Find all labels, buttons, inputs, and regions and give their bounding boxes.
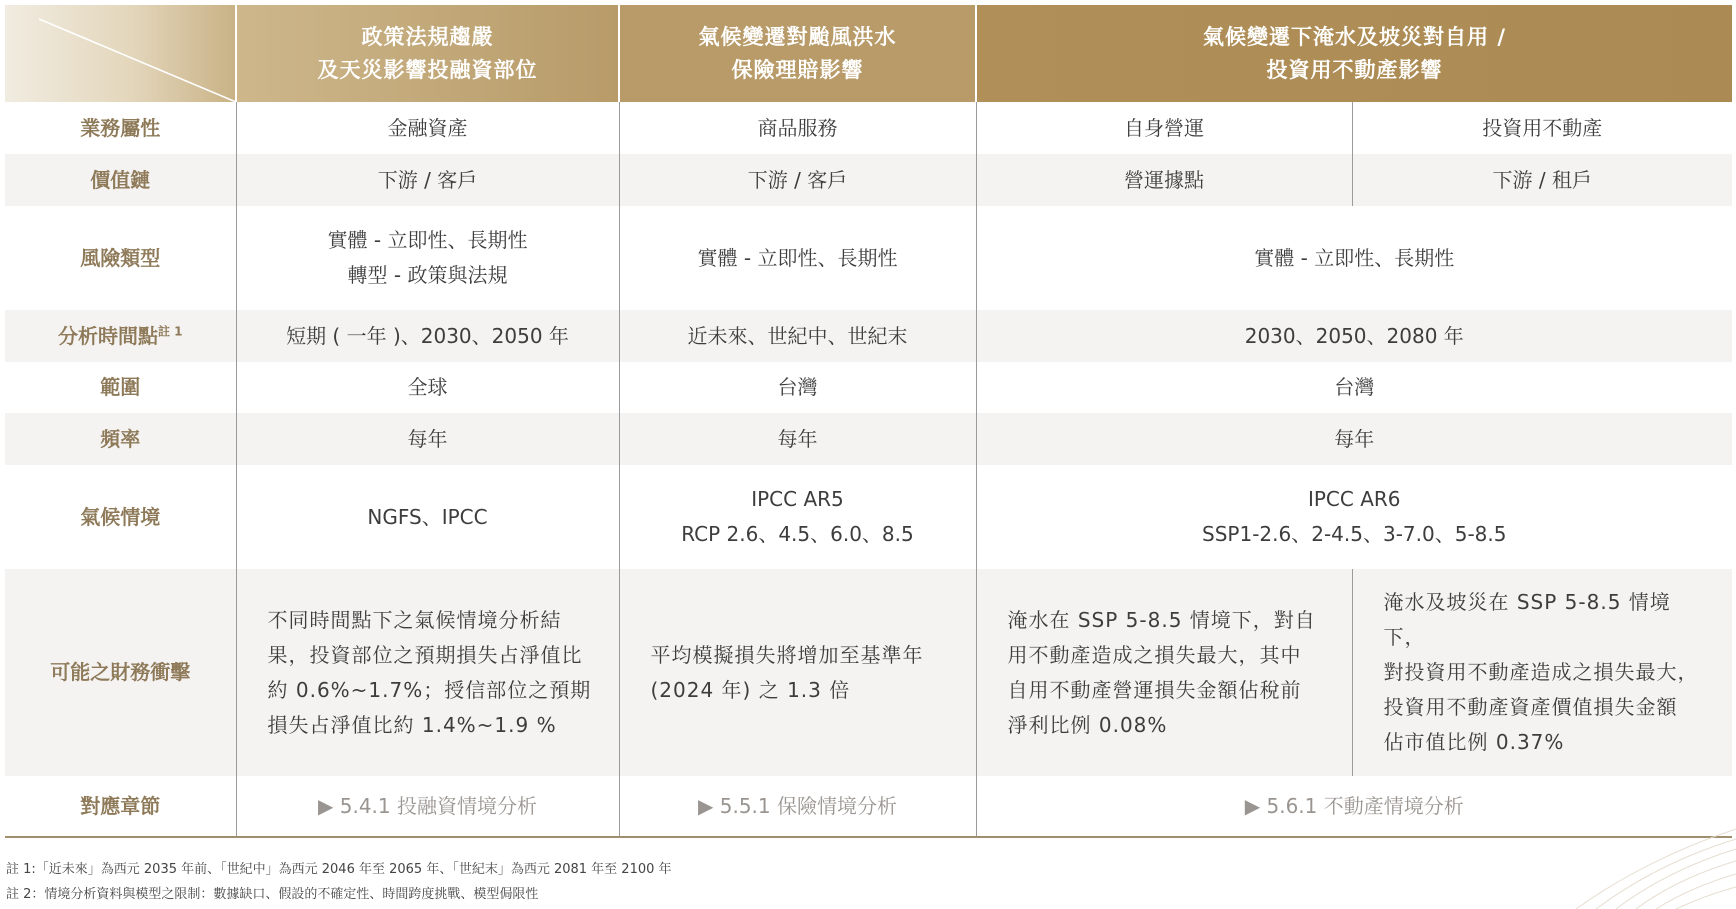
cell-climate-scenario-c1: NGFS、IPCC bbox=[236, 465, 619, 569]
financial-impact-c2-line2: (2024 年) 之 1.3 倍 bbox=[650, 677, 851, 702]
climate-risk-table-container bbox=[5, 5, 1732, 838]
cell-frequency-c2: 每年 bbox=[619, 413, 976, 465]
header-real-estate bbox=[976, 5, 1732, 102]
header-col1-line1: 政策法規趨嚴 bbox=[361, 24, 494, 49]
table-row-scope bbox=[5, 362, 1732, 413]
climate-scenario-c3-line2: SSP1-2.6、2-4.5、3-7.0、5-8.5 bbox=[1202, 522, 1507, 546]
cell-analysis-time-c1: 短期 ( 一年 )、2030、2050 年 bbox=[236, 310, 619, 362]
cell-climate-scenario-c3 bbox=[976, 465, 1732, 569]
cell-financial-impact-c3 bbox=[976, 569, 1352, 776]
decorative-lines-icon bbox=[1556, 819, 1736, 909]
financial-impact-c4-line2: 對投資用不動產造成之損失最大， bbox=[1383, 660, 1699, 684]
row-label-risk-type: 風險類型 bbox=[5, 206, 236, 310]
financial-impact-c3-line1: 淹水在 SSP 5-8.5 情境下，對自 bbox=[1007, 607, 1316, 632]
cell-financial-impact-c4 bbox=[1352, 569, 1732, 776]
climate-scenario-c2-line1: IPCC AR5 bbox=[751, 487, 844, 511]
risk-type-c1-line2: 轉型 - 政策與法規 bbox=[347, 263, 508, 287]
table-row-risk-type bbox=[5, 206, 1732, 310]
cell-business-attr-c4: 投資用不動產 bbox=[1352, 102, 1732, 154]
row-label-frequency: 頻率 bbox=[5, 413, 236, 465]
row-label-value-chain: 價值鏈 bbox=[5, 154, 236, 206]
header-col3-line1: 氣候變遷下淹水及坡災對自用 / bbox=[1203, 24, 1506, 49]
header-investment-policy bbox=[236, 5, 619, 102]
analysis-time-label-text: 分析時間點 bbox=[57, 323, 158, 348]
cell-frequency-c3: 每年 bbox=[976, 413, 1732, 465]
header-col2-line2: 保險理賠影響 bbox=[731, 57, 864, 82]
cell-risk-type-c2: 實體 - 立即性、長期性 bbox=[619, 206, 976, 310]
financial-impact-c1-line4: 損失占淨值比約 1.4%~1.9 % bbox=[267, 712, 557, 737]
cell-climate-scenario-c2 bbox=[619, 465, 976, 569]
cell-business-attr-c2: 商品服務 bbox=[619, 102, 976, 154]
table-row-value-chain bbox=[5, 154, 1732, 206]
climate-scenario-c3-line1: IPCC AR6 bbox=[1307, 487, 1401, 511]
cell-business-attr-c3: 自身營運 bbox=[976, 102, 1352, 154]
diagonal-line-icon bbox=[5, 5, 236, 102]
table-row-business-attribute bbox=[5, 102, 1732, 154]
financial-impact-c3-line2: 用不動產造成之損失最大，其中 bbox=[1007, 642, 1302, 667]
header-col3-line2: 投資用不動產影響 bbox=[1266, 57, 1443, 82]
header-col2-line1: 氣候變遷對颱風洪水 bbox=[698, 24, 897, 49]
cell-analysis-time-c3: 2030、2050、2080 年 bbox=[976, 310, 1732, 362]
chapter-link-insurance[interactable]: ▶ 5.5.1 保險情境分析 bbox=[619, 776, 976, 837]
header-insurance-claims bbox=[619, 5, 976, 102]
cell-analysis-time-c2: 近未來、世紀中、世紀末 bbox=[619, 310, 976, 362]
row-label-financial-impact: 可能之財務衝擊 bbox=[5, 569, 236, 776]
cell-value-chain-c4: 下游 / 租戶 bbox=[1352, 154, 1732, 206]
footnote-1-marker: 註 1 bbox=[157, 323, 183, 338]
footnotes bbox=[6, 857, 672, 907]
footnote-1: 註 1:「近未來」為西元 2035 年前、「世紀中」為西元 2046 年至 2065 年、「世紀末」為西元 2081 年至 2100 年 bbox=[6, 862, 672, 877]
cell-scope-c2: 台灣 bbox=[619, 362, 976, 413]
financial-impact-c1-line2: 果，投資部位之預期損失占淨值比 bbox=[267, 642, 583, 667]
climate-scenario-analysis-table bbox=[5, 5, 1732, 838]
cell-scope-c3: 台灣 bbox=[976, 362, 1732, 413]
risk-type-c1-line1: 實體 - 立即性、長期性 bbox=[327, 228, 528, 252]
row-label-business-attribute: 業務屬性 bbox=[5, 102, 236, 154]
cell-frequency-c1: 每年 bbox=[236, 413, 619, 465]
financial-impact-c3-line4: 淨利比例 0.08% bbox=[1007, 712, 1168, 737]
row-label-chapter: 對應章節 bbox=[5, 776, 236, 837]
header-corner-cell bbox=[5, 5, 236, 102]
financial-impact-c4-line3: 投資用不動產資產價值損失金額 bbox=[1383, 695, 1678, 719]
row-label-climate-scenario: 氣候情境 bbox=[5, 465, 236, 569]
cell-risk-type-c3: 實體 - 立即性、長期性 bbox=[976, 206, 1732, 310]
financial-impact-c3-line3: 自用不動產營運損失金額佔稅前 bbox=[1007, 677, 1302, 702]
financial-impact-c4-line1: 淹水及坡災在 SSP 5-8.5 情境下， bbox=[1383, 590, 1671, 649]
cell-value-chain-c1: 下游 / 客戶 bbox=[236, 154, 619, 206]
table-row-climate-scenario bbox=[5, 465, 1732, 569]
footnote-2: 註 2：情境分析資料與模型之限制：數據缺口、假設的不確定性、時間跨度挑戰、模型侷限性 bbox=[6, 887, 539, 902]
cell-scope-c1: 全球 bbox=[236, 362, 619, 413]
table-header-row bbox=[5, 5, 1732, 102]
chapter-link-investment[interactable]: ▶ 5.4.1 投融資情境分析 bbox=[236, 776, 619, 837]
climate-scenario-c2-line2: RCP 2.6、4.5、6.0、8.5 bbox=[681, 522, 914, 546]
financial-impact-c1-line1: 不同時間點下之氣候情境分析結 bbox=[267, 607, 562, 632]
cell-value-chain-c2: 下游 / 客戶 bbox=[619, 154, 976, 206]
row-label-analysis-time bbox=[5, 310, 236, 362]
cell-value-chain-c3: 營運據點 bbox=[976, 154, 1352, 206]
table-row-analysis-time bbox=[5, 310, 1732, 362]
header-col1-line2: 及天災影響投融資部位 bbox=[317, 57, 538, 82]
table-row-financial-impact bbox=[5, 569, 1732, 776]
financial-impact-c1-line3: 約 0.6%~1.7%；授信部位之預期 bbox=[267, 677, 592, 702]
table-row-chapter bbox=[5, 776, 1732, 837]
row-label-scope: 範圍 bbox=[5, 362, 236, 413]
financial-impact-c2-line1: 平均模擬損失將增加至基準年 bbox=[650, 642, 924, 667]
financial-impact-c4-line4: 佔市值比例 0.37% bbox=[1383, 730, 1565, 754]
cell-financial-impact-c2 bbox=[619, 569, 976, 776]
cell-business-attr-c1: 金融資產 bbox=[236, 102, 619, 154]
cell-risk-type-c1 bbox=[236, 206, 619, 310]
table-row-frequency bbox=[5, 413, 1732, 465]
cell-financial-impact-c1 bbox=[236, 569, 619, 776]
chapter-link-real-estate[interactable]: ▶ 5.6.1 不動產情境分析 bbox=[976, 776, 1732, 837]
